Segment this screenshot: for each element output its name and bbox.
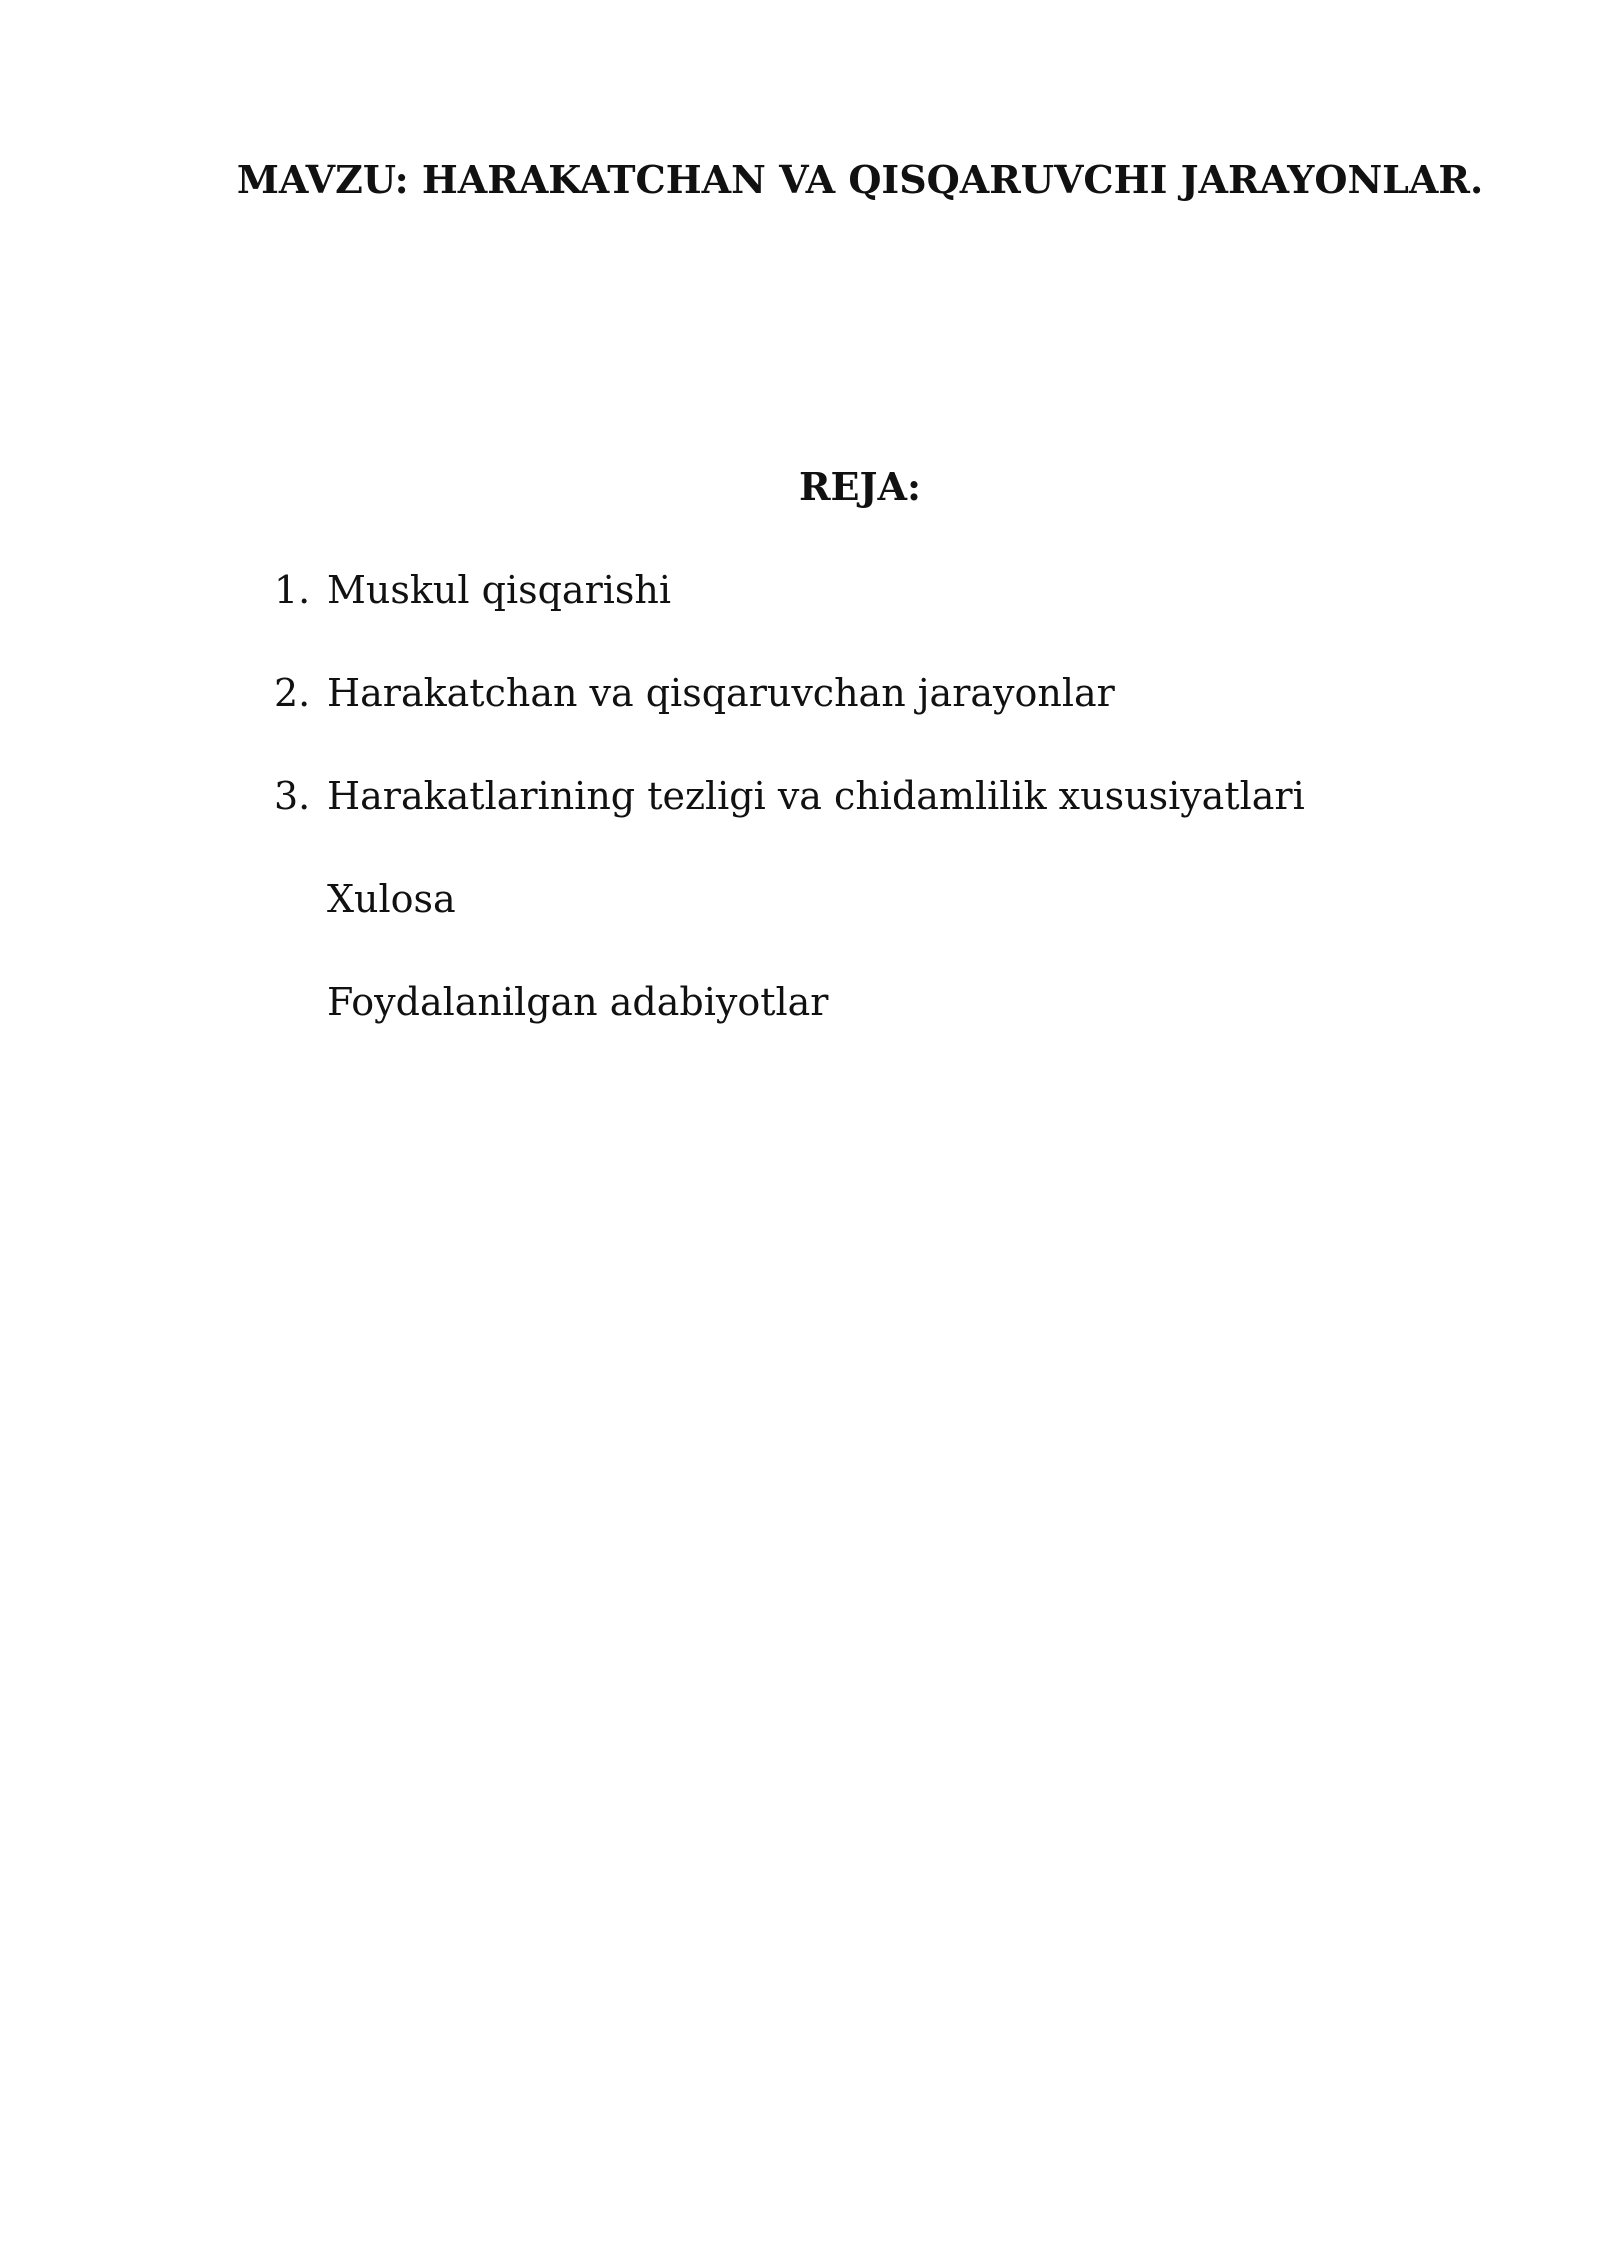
plan-list [274, 565, 1305, 1080]
document-title: MAVZU: HARAKATCHAN VA QISQARUVCHI JARAYONLAR. [236, 157, 1484, 202]
plan-heading: REJA: [798, 464, 922, 509]
plan-item [274, 874, 1305, 977]
plan-item [274, 565, 1305, 668]
plan-item [274, 977, 1305, 1080]
plan-item-text: Harakatlarining tezligi va chidamlilik xususiyatlari [327, 774, 1305, 818]
plan-item-number: 3. [274, 774, 311, 818]
plan-item-text: Xulosa [327, 877, 456, 921]
plan-item-text: Foydalanilgan adabiyotlar [327, 980, 829, 1024]
plan-item [274, 771, 1305, 874]
plan-item-text: Harakatchan va qisqaruvchan jarayonlar [327, 671, 1115, 715]
plan-item-number: 2. [274, 671, 311, 715]
plan-item [274, 668, 1305, 771]
plan-item-number: 1. [274, 568, 311, 612]
plan-item-text: Muskul qisqarishi [327, 568, 672, 612]
